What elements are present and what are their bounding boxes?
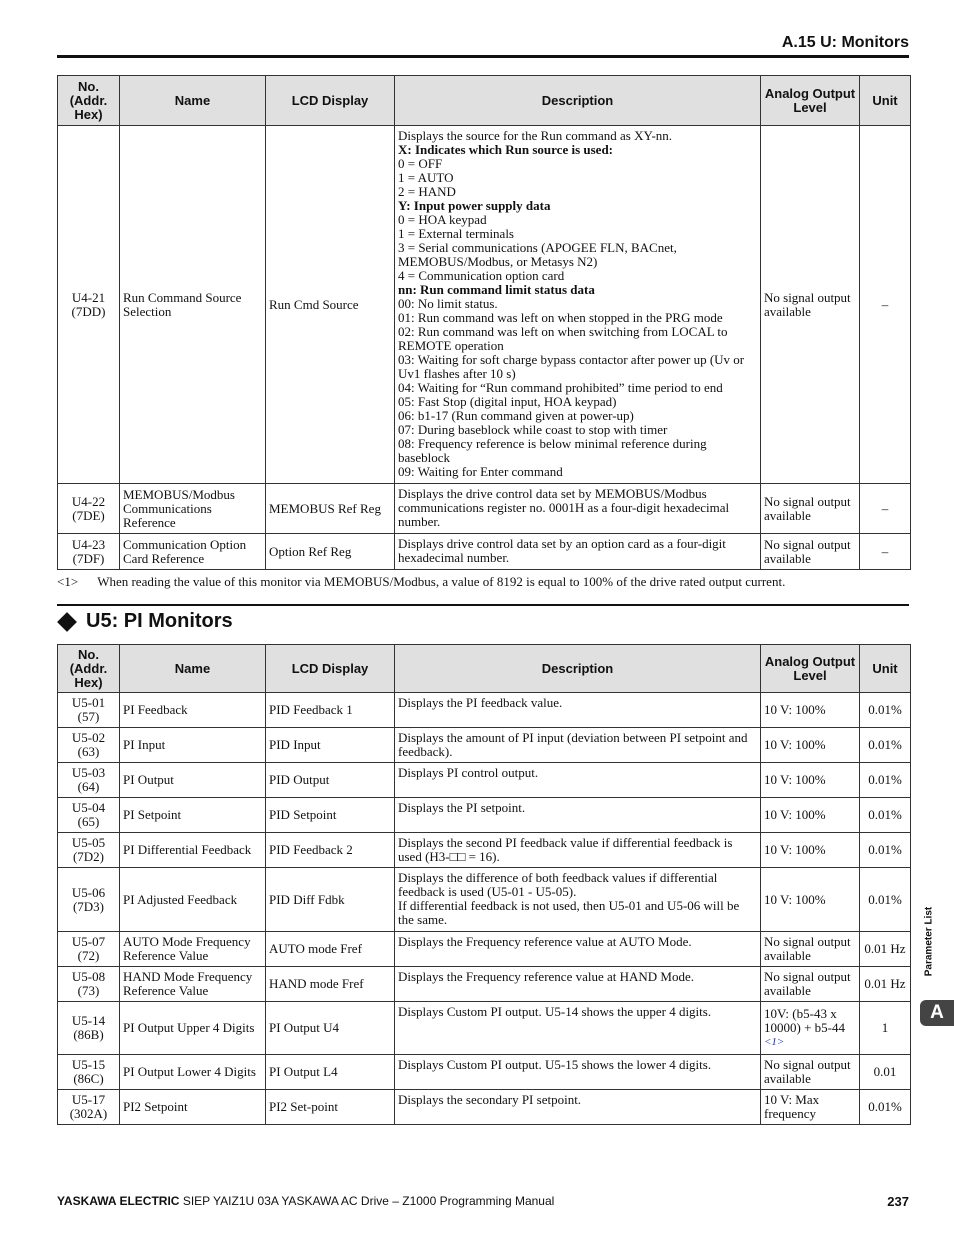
analog-output-text: 10 V: 100% (764, 702, 826, 717)
lcd-display: PID Input (266, 728, 395, 763)
table-row (58, 1055, 911, 1090)
col-header-lcd: LCD Display (266, 76, 395, 126)
param-number-cell (58, 798, 120, 833)
description-line: 03: Waiting for soft charge bypass contactor after power up (Uv or Uv1 flashes after 10 s) (398, 352, 745, 381)
monitor-table-u5 (57, 644, 911, 1125)
side-section-label (922, 902, 936, 984)
col-header-lcd: LCD Display (266, 645, 395, 693)
analog-output-level (761, 967, 860, 1002)
description-line: 00: No limit status. (398, 296, 498, 311)
col-header-name: Name (120, 645, 266, 693)
footnote-text: When reading the value of this monitor via MEMOBUS/Modbus, a value of 8192 is equal to 100% of the drive rated output current. (97, 574, 786, 589)
description (395, 693, 761, 728)
description-line: 4 = Communication option card (398, 268, 565, 283)
unit: – (860, 126, 911, 484)
description-line: 2 = HAND (398, 184, 456, 199)
col-header-no: No. (Addr. Hex) (58, 76, 120, 126)
col-header-no: No. (Addr. Hex) (58, 645, 120, 693)
description (395, 1090, 761, 1125)
description (395, 932, 761, 967)
table-row (58, 798, 911, 833)
description (395, 798, 761, 833)
description-line: 08: Frequency reference is below minimal reference during baseblock (398, 436, 707, 465)
description-line: Displays PI control output. (398, 765, 539, 780)
param-name: AUTO Mode Frequency Reference Value (120, 932, 266, 967)
lcd-display: PI2 Set-point (266, 1090, 395, 1125)
unit: 0.01 Hz (860, 932, 911, 967)
param-number-cell (58, 833, 120, 868)
param-name: PI Input (120, 728, 266, 763)
table-row (58, 868, 911, 932)
param-name: PI Adjusted Feedback (120, 868, 266, 932)
param-address: (7DF) (72, 550, 105, 566)
monitor-table-u4 (57, 75, 911, 570)
analog-output-level (761, 932, 860, 967)
analog-output-text: No signal output available (764, 934, 851, 963)
table-row (58, 728, 911, 763)
param-number-cell (58, 868, 120, 932)
param-name: PI Output (120, 763, 266, 798)
description-line: 0 = HOA keypad (398, 212, 487, 227)
lcd-display: PID Feedback 1 (266, 693, 395, 728)
lcd-display: MEMOBUS Ref Reg (266, 484, 395, 534)
section-rule (57, 604, 909, 606)
lcd-display: Option Ref Reg (266, 534, 395, 570)
description-line: Y: Input power supply data (398, 198, 551, 213)
footer-doc: SIEP YAIZ1U 03A YASKAWA AC Drive – Z1000 Programming Manual (182, 1194, 555, 1208)
description-line: 09: Waiting for Enter command (398, 464, 563, 479)
analog-output-level (761, 833, 860, 868)
lcd-display: PI Output L4 (266, 1055, 395, 1090)
table-row (58, 932, 911, 967)
lcd-display: AUTO mode Fref (266, 932, 395, 967)
param-name: PI2 Setpoint (120, 1090, 266, 1125)
description-line: 0 = OFF (398, 156, 443, 171)
param-number-cell (58, 1002, 120, 1055)
description-line: X: Indicates which Run source is used: (398, 142, 614, 157)
analog-output-text: 10 V: 100% (764, 891, 826, 907)
analog-output-text: 10 V: 100% (764, 842, 826, 857)
param-number: U5-03 (71, 765, 106, 780)
footer-brand: YASKAWA ELECTRIC (57, 1194, 180, 1208)
description-line: If differential feedback is not used, then U5-01 and U5-06 will be the same. (398, 898, 740, 927)
param-address: (7D3) (72, 898, 105, 914)
section-heading-text: U5: PI Monitors (86, 610, 233, 632)
col-header-analog: Analog Output Level (761, 645, 860, 693)
description (395, 763, 761, 798)
analog-output-text: No signal output available (764, 1057, 851, 1086)
description-line: 1 = AUTO (398, 170, 454, 185)
table-header-row (58, 76, 911, 126)
col-header-unit: Unit (860, 645, 911, 693)
lcd-display: Run Cmd Source (266, 126, 395, 484)
description (395, 868, 761, 932)
analog-output-level (761, 1002, 860, 1055)
table-row (58, 763, 911, 798)
table-header-row (58, 645, 911, 693)
analog-output-level (761, 868, 860, 932)
param-number-cell (58, 932, 120, 967)
table-row (58, 833, 911, 868)
description (395, 728, 761, 763)
analog-output-level (761, 728, 860, 763)
section-header-title: A.15 U: Monitors (781, 34, 909, 51)
param-number: U5-05 (71, 835, 106, 850)
param-number: U4-22 (71, 493, 106, 509)
param-address: (63) (77, 744, 100, 759)
description-line: Displays the source for the Run command as XY-nn. (398, 128, 673, 143)
analog-output-level (761, 763, 860, 798)
unit: 0.01% (860, 868, 911, 932)
description-line: 1 = External terminals (398, 226, 514, 241)
unit: 0.01% (860, 728, 911, 763)
description-line: 01: Run command was left on when stopped in the PRG mode (398, 310, 723, 325)
param-number-cell (58, 1055, 120, 1090)
param-number-cell (58, 1090, 120, 1125)
analog-output-text: 10 V: Max frequency (764, 1092, 820, 1121)
col-header-analog: Analog Output Level (761, 76, 860, 126)
col-header-description: Description (395, 76, 761, 126)
lcd-display: PID Output (266, 763, 395, 798)
param-number: U5-08 (71, 969, 106, 984)
analog-output-level: No signal output available (761, 534, 860, 570)
description-line: Displays the PI feedback value. (398, 695, 563, 710)
param-address: (7DE) (72, 507, 105, 523)
description-line: 05: Fast Stop (digital input, HOA keypad) (398, 394, 617, 409)
param-number-cell (58, 967, 120, 1002)
table-row (58, 1090, 911, 1125)
description (395, 484, 761, 534)
unit: 0.01% (860, 763, 911, 798)
param-name: PI Differential Feedback (120, 833, 266, 868)
description-line: Displays the Frequency reference value at HAND Mode. (398, 969, 695, 984)
param-address: (86B) (73, 1027, 104, 1042)
col-header-name: Name (120, 76, 266, 126)
unit: 0.01% (860, 833, 911, 868)
description-line: 06: b1-17 (Run command given at power-up) (398, 408, 634, 423)
analog-output-text: 10 V: 100% (764, 807, 826, 822)
param-number: U5-15 (71, 1057, 106, 1072)
param-name: Run Command Source Selection (120, 126, 266, 484)
analog-output-level: No signal output available (761, 126, 860, 484)
param-number-cell (58, 763, 120, 798)
param-name: HAND Mode Frequency Reference Value (120, 967, 266, 1002)
param-name: MEMOBUS/Modbus Communications Reference (120, 484, 266, 534)
description-line: Displays the PI setpoint. (398, 800, 526, 815)
param-number: U4-21 (71, 289, 106, 305)
description-line: Displays the Frequency reference value at AUTO Mode. (398, 934, 692, 949)
unit: 0.01 (860, 1055, 911, 1090)
lcd-display: HAND mode Fref (266, 967, 395, 1002)
table-row (58, 967, 911, 1002)
description-line: nn: Run command limit status data (398, 282, 595, 297)
param-number-cell (58, 728, 120, 763)
param-number: U5-07 (71, 934, 106, 949)
description-line: Displays Custom PI output. U5-15 shows the lower 4 digits. (398, 1057, 712, 1072)
param-address: (7D2) (72, 849, 105, 864)
param-number: U5-01 (71, 695, 106, 710)
analog-output-text: No signal output available (764, 969, 851, 998)
appendix-tab[interactable]: A (920, 1000, 954, 1026)
description (395, 833, 761, 868)
col-header-unit: Unit (860, 76, 911, 126)
analog-output-text: 10V: (b5-43 x 10000) + b5-44 (764, 1006, 845, 1035)
param-address: (72) (77, 948, 100, 963)
unit: 0.01% (860, 693, 911, 728)
description-line: 07: During baseblock while coast to stop with timer (398, 422, 668, 437)
description (395, 1002, 761, 1055)
col-header-description: Description (395, 645, 761, 693)
section-heading (57, 610, 233, 633)
param-number: U5-06 (71, 884, 106, 900)
table-row (58, 693, 911, 728)
table-row (58, 484, 911, 534)
param-address: (302A) (69, 1106, 108, 1121)
unit: 0.01% (860, 798, 911, 833)
param-name: PI Feedback (120, 693, 266, 728)
lcd-display: PID Diff Fdbk (266, 868, 395, 932)
footnote (57, 574, 785, 590)
table-row (58, 1002, 911, 1055)
param-address: (64) (77, 779, 100, 794)
description (395, 967, 761, 1002)
analog-output-level (761, 1055, 860, 1090)
analog-output-level (761, 1090, 860, 1125)
description-line: 02: Run command was left on when switching from LOCAL to REMOTE operation (398, 324, 728, 353)
diamond-icon (57, 612, 77, 632)
param-number-cell (58, 534, 120, 570)
param-name: PI Output Lower 4 Digits (120, 1055, 266, 1090)
param-address: (65) (77, 814, 100, 829)
page-number: 237 (887, 1194, 909, 1209)
side-section-label-text: Parameter List (923, 906, 935, 977)
unit: 1 (860, 1002, 911, 1055)
analog-output-text: 10 V: 100% (764, 737, 826, 752)
description (395, 534, 761, 570)
unit: – (860, 484, 911, 534)
description-line: Displays the amount of PI input (deviation between PI setpoint and feedback). (398, 730, 748, 759)
param-number: U5-04 (71, 800, 106, 815)
description-line: Displays the drive control data set by MEMOBUS/Modbus communications register no. 0001H as a four-digit hexadecimal number. (398, 486, 730, 529)
description-line: 04: Waiting for “Run command prohibited” time period to end (398, 380, 723, 395)
param-name: PI Setpoint (120, 798, 266, 833)
description-line: Displays the second PI feedback value if differential feedback is used (H3-□□ = 16). (398, 835, 733, 864)
param-address: (7DD) (71, 303, 106, 319)
lcd-display: PID Feedback 2 (266, 833, 395, 868)
table-row (58, 534, 911, 570)
unit: – (860, 534, 911, 570)
param-name: PI Output Upper 4 Digits (120, 1002, 266, 1055)
param-number: U5-17 (71, 1092, 106, 1107)
param-number: U5-02 (71, 730, 106, 745)
table-row (58, 126, 911, 484)
analog-output-text: 10 V: 100% (764, 772, 826, 787)
param-number-cell (58, 484, 120, 534)
param-name: Communication Option Card Reference (120, 534, 266, 570)
analog-output-level (761, 798, 860, 833)
description-line: Displays the secondary PI setpoint. (398, 1092, 582, 1107)
unit: 0.01 Hz (860, 967, 911, 1002)
param-address: (73) (77, 983, 100, 998)
param-number: U4-23 (71, 536, 106, 552)
description-line: Displays the difference of both feedback values if differential feedback is used (U5-01 - U5-05). (398, 870, 718, 899)
header-rule (57, 55, 909, 58)
footnote-reference[interactable]: <1> (764, 1036, 785, 1048)
param-number-cell (58, 693, 120, 728)
page-footer (57, 1194, 909, 1209)
description-line: Displays Custom PI output. U5-14 shows the upper 4 digits. (398, 1004, 712, 1019)
param-number-cell (58, 126, 120, 484)
footnote-mark: <1> (57, 574, 79, 589)
description (395, 126, 761, 484)
param-address: (57) (77, 709, 100, 724)
param-number: U5-14 (71, 1013, 106, 1028)
analog-output-level (761, 693, 860, 728)
lcd-display: PI Output U4 (266, 1002, 395, 1055)
analog-output-level: No signal output available (761, 484, 860, 534)
description (395, 1055, 761, 1090)
description-line: Displays drive control data set by an option card as a four-digit hexadecimal number. (398, 536, 726, 565)
description-line: 3 = Serial communications (APOGEE FLN, BACnet, MEMOBUS/Modbus, or Metasys N2) (398, 240, 677, 269)
unit: 0.01% (860, 1090, 911, 1125)
lcd-display: PID Setpoint (266, 798, 395, 833)
param-address: (86C) (73, 1071, 104, 1086)
